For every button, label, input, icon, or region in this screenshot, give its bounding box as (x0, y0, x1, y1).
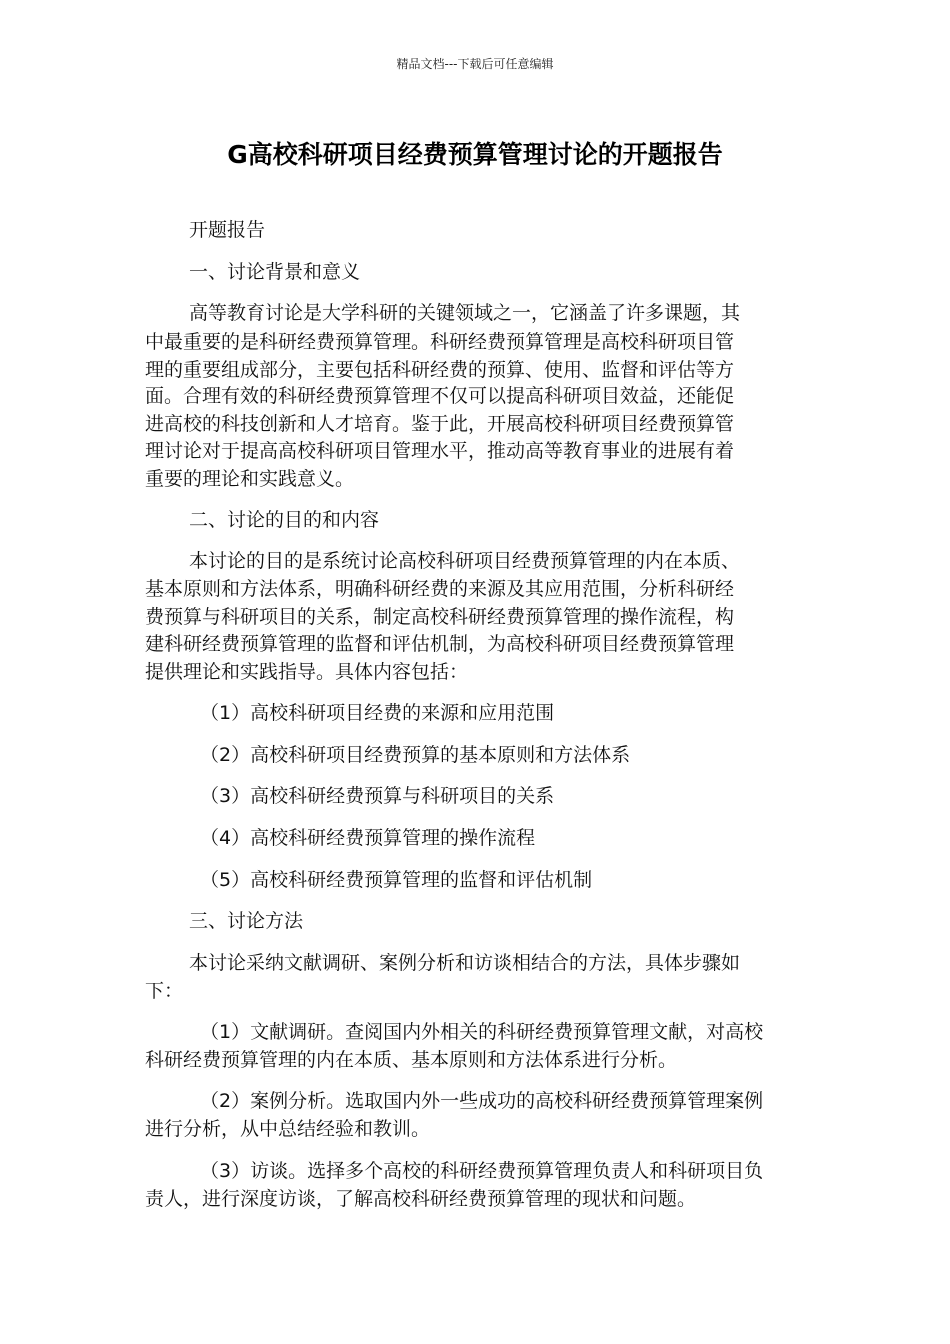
paragraph-line: 进高校的科技创新和人才培育。鉴于此，开展高校科研项目经费预算管 (145, 413, 735, 435)
method-step-line: 科研经费预算管理的内在本质、基本原则和方法体系进行分析。 (145, 1049, 678, 1071)
paragraph-line: 下： (145, 980, 184, 1002)
list-item: （5）高校科研经费预算管理的监督和评估机制 (200, 869, 593, 891)
section-heading-purpose: 二、讨论的目的和内容 (189, 509, 380, 531)
method-step-line: 进行分析，从中总结经验和教训。 (145, 1118, 431, 1140)
method-step-line: （1）文献调研。查阅国内外相关的科研经费预算管理文献，对高校 (200, 1021, 764, 1043)
paragraph-line: 本讨论的目的是系统讨论高校科研项目经费预算管理的内在本质、 (189, 550, 741, 572)
section-heading-background: 一、讨论背景和意义 (189, 261, 361, 283)
report-label: 开题报告 (189, 219, 266, 241)
method-step-line: 责人，进行深度访谈，了解高校科研经费预算管理的现状和问题。 (145, 1188, 697, 1210)
section-heading-methods: 三、讨论方法 (189, 910, 304, 932)
paragraph-line: 本讨论采纳文献调研、案例分析和访谈相结合的方法，具体步骤如 (189, 952, 741, 974)
paragraph-line: 高等教育讨论是大学科研的关键领域之一，它涵盖了许多课题，其 (189, 302, 741, 324)
paragraph-line: 理的重要组成部分，主要包括科研经费的预算、使用、监督和评估等方 (145, 359, 735, 381)
method-step-line: （3）访谈。选择多个高校的科研经费预算管理负责人和科研项目负 (200, 1160, 764, 1182)
list-item: （1）高校科研项目经费的来源和应用范围 (200, 702, 555, 724)
list-item: （3）高校科研经费预算与科研项目的关系 (200, 785, 555, 807)
list-item: （2）高校科研项目经费预算的基本原则和方法体系 (200, 744, 631, 766)
paragraph-line: 费预算与科研项目的关系，制定高校科研经费预算管理的操作流程，构 (145, 606, 735, 628)
list-item: （4）高校科研经费预算管理的操作流程 (200, 827, 536, 849)
paragraph-line: 提供理论和实践指导。具体内容包括： (145, 661, 469, 683)
paragraph-line: 面。合理有效的科研经费预算管理不仅可以提高科研项目效益，还能促 (145, 385, 735, 407)
method-step-line: （2）案例分析。选取国内外一些成功的高校科研经费预算管理案例 (200, 1090, 764, 1112)
paragraph-line: 建科研经费预算管理的监督和评估机制，为高校科研项目经费预算管理 (145, 633, 735, 655)
paragraph-line: 中最重要的是科研经费预算管理。科研经费预算管理是高校科研项目管 (145, 331, 735, 353)
paragraph-line: 重要的理论和实践意义。 (145, 468, 355, 490)
page-title: G高校科研项目经费预算管理讨论的开题报告 (227, 140, 723, 169)
paragraph-line: 理讨论对于提高高校科研项目管理水平，推动高等教育事业的进展有着 (145, 440, 735, 462)
header-note: 精品文档---下载后可任意编辑 (396, 57, 554, 71)
paragraph-line: 基本原则和方法体系，明确科研经费的来源及其应用范围，分析科研经 (145, 578, 735, 600)
